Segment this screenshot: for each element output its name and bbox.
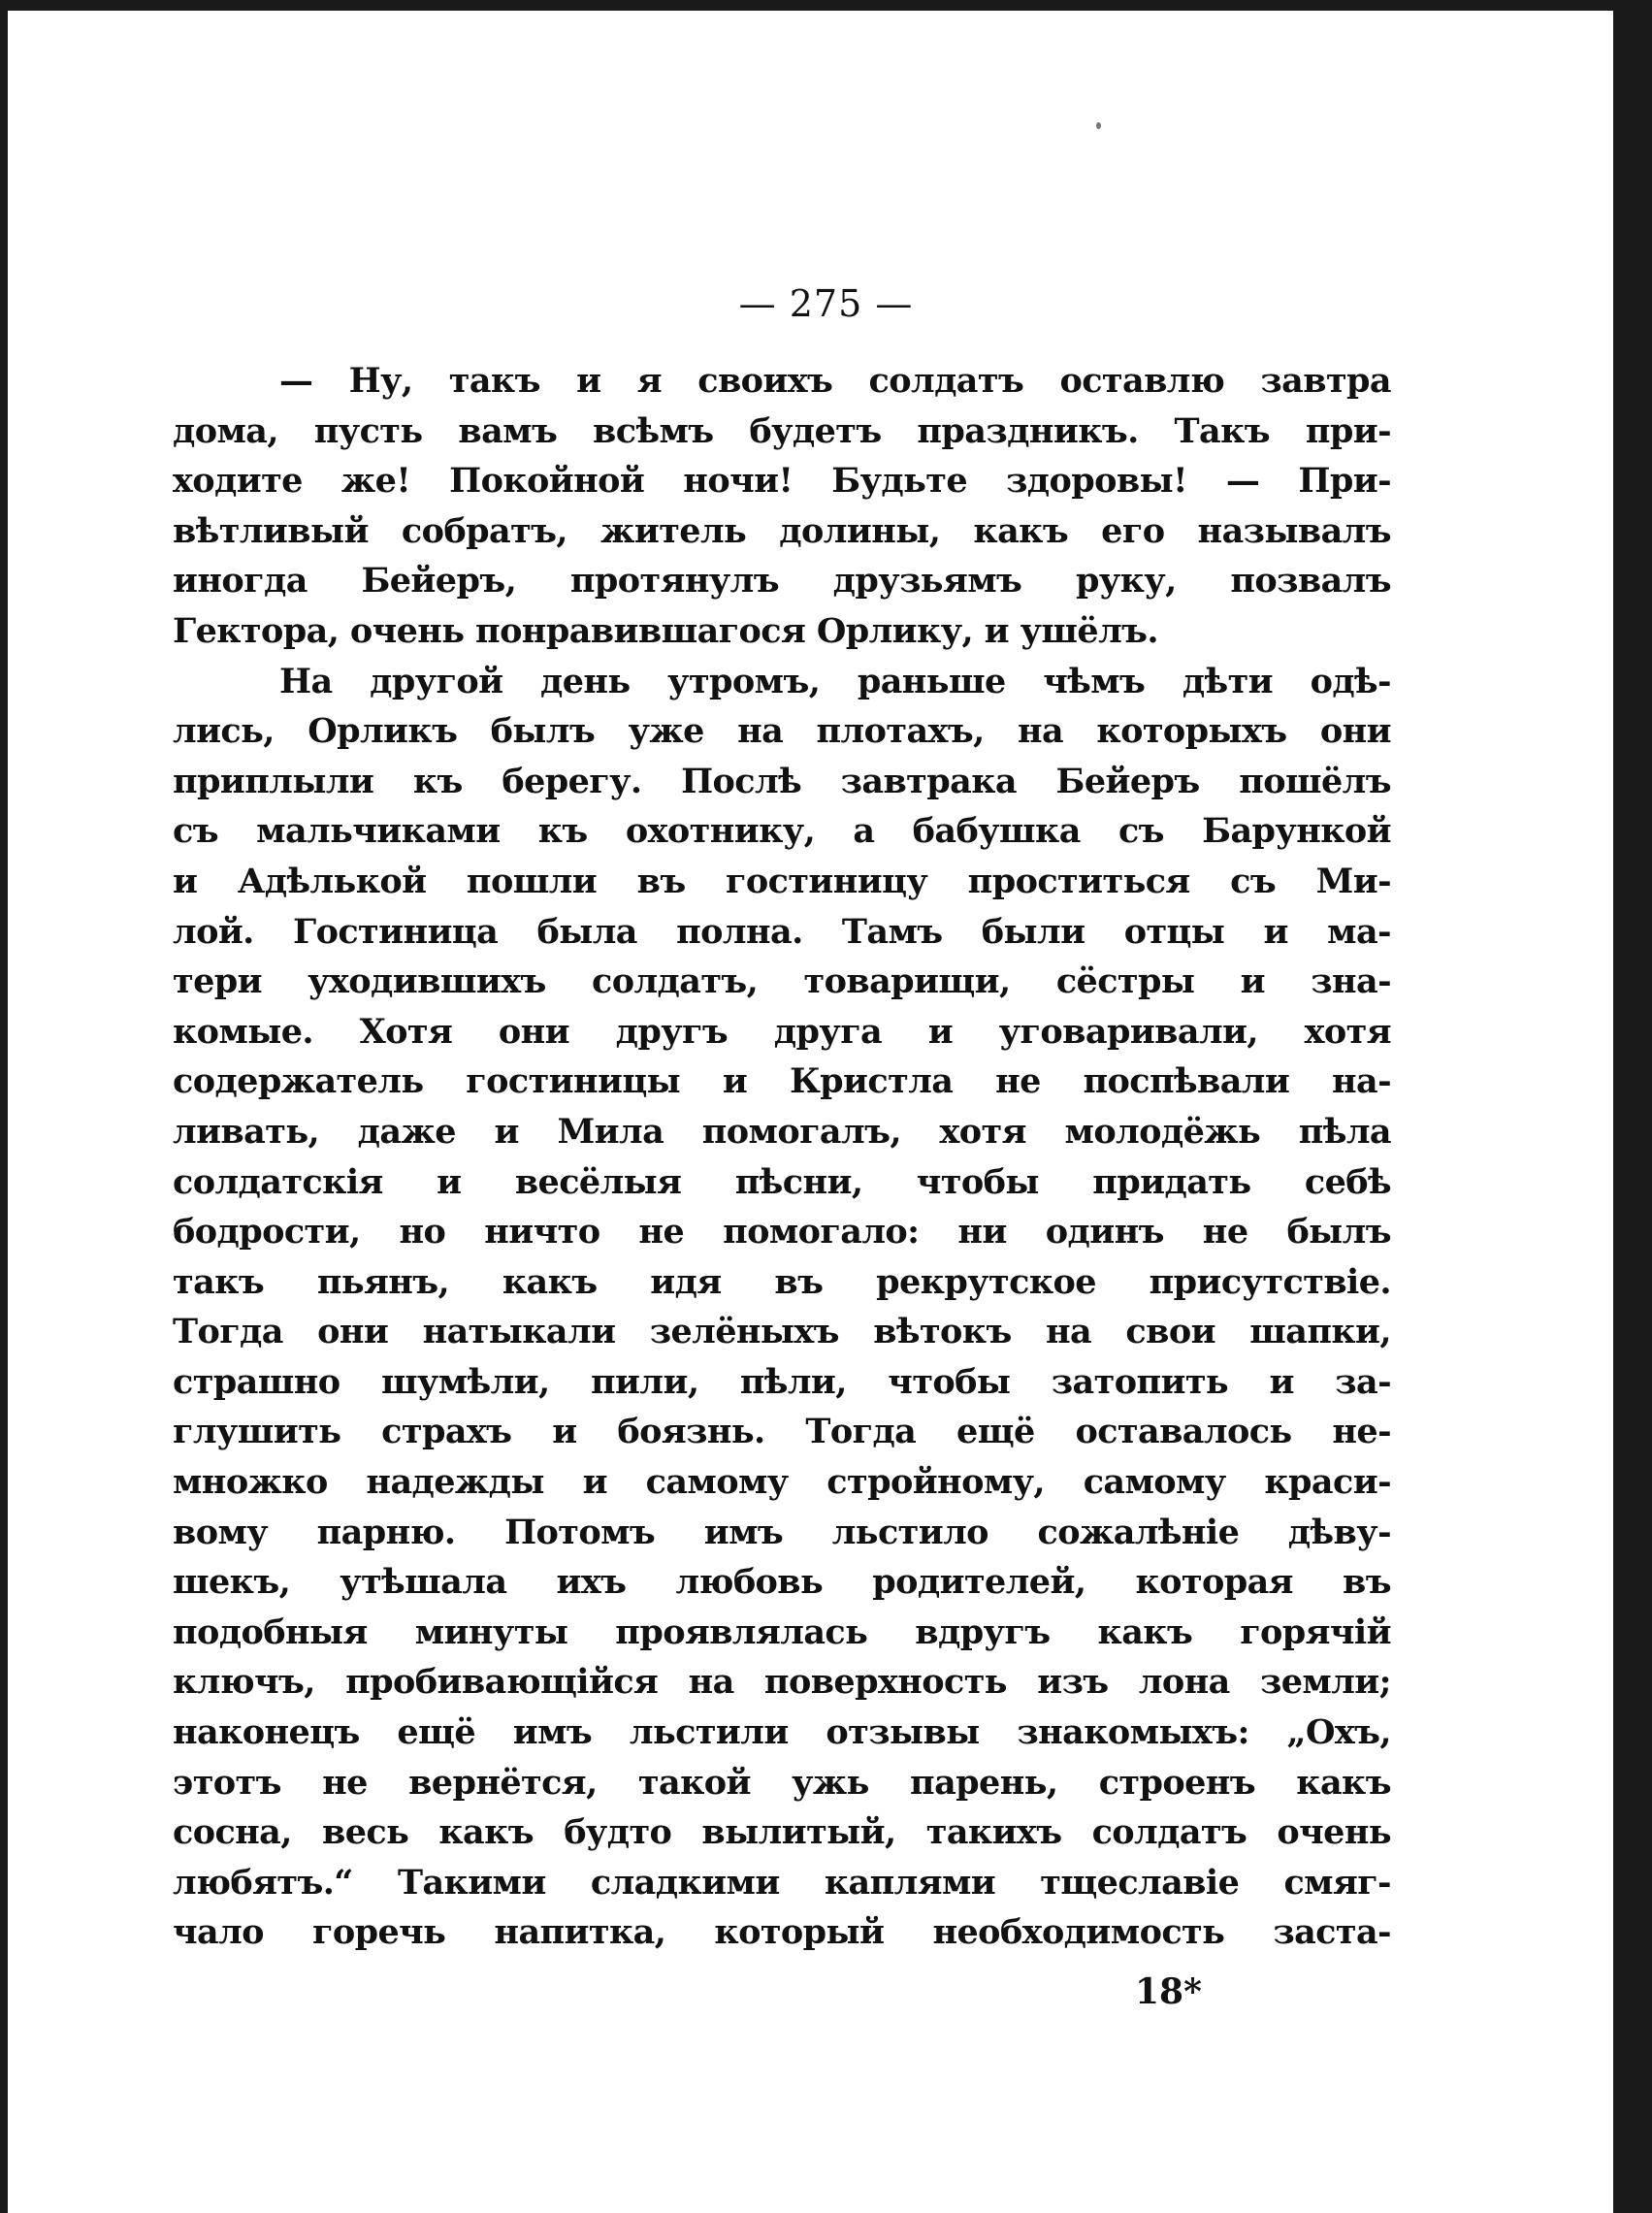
text-line: подобныя минуты проявлялась вдругъ какъ горячій [173, 1611, 1391, 1652]
scan-border-right [1613, 0, 1652, 2213]
text-line: Гектора, очень понравившагося Орлику, и ушёлъ. [173, 610, 1159, 651]
text-line: страшно шумѣли, пили, пѣли, чтобы затопить и за- [173, 1361, 1391, 1402]
text-line: иногда Бейеръ, протянулъ друзьямъ руку, позвалъ [173, 561, 1391, 602]
page-number: — 275 — [738, 282, 914, 325]
text-line: и Адѣлькой пошли въ гостиницу проститься съ Ми- [173, 861, 1391, 901]
scan-speck [1096, 122, 1101, 129]
text-line: Тогда они натыкали зелёныхъ вѣтокъ на свои шапки, [173, 1312, 1391, 1352]
text-line: ливать, даже и Мила помогалъ, хотя молодёжь пѣла [173, 1111, 1391, 1152]
text-line: — Ну, такъ и я своихъ солдатъ оставлю завтра [279, 361, 1391, 401]
text-line: лой. Гостиница была полна. Тамъ были отцы и ма- [173, 911, 1391, 952]
text-line: этотъ не вернётся, такой ужь парень, строенъ какъ [173, 1762, 1391, 1803]
text-line: шекъ, утѣшала ихъ любовь родителей, которая въ [173, 1562, 1391, 1603]
text-line: множко надежды и самому стройному, самому краси- [173, 1462, 1391, 1503]
text-line: комые. Хотя они другъ друга и уговаривали, хотя [173, 1011, 1391, 1052]
text-line: лись, Орликъ былъ уже на плотахъ, на которыхъ они [173, 711, 1391, 752]
text-line: дома, пусть вамъ всѣмъ будетъ праздникъ. Такъ при- [173, 410, 1391, 451]
text-line: сосна, весь какъ будто вылитый, такихъ солдатъ очень [173, 1812, 1391, 1853]
text-line: солдатскія и весёлыя пѣсни, чтобы придать себѣ [173, 1161, 1391, 1202]
body-text [173, 356, 1391, 1958]
text-line: содержатель гостиницы и Кристла не поспѣвали на- [173, 1061, 1391, 1102]
scan-border-top [0, 0, 1652, 11]
text-line: съ мальчиками къ охотнику, а бабушка съ Барункой [173, 811, 1391, 852]
text-line: вѣтливый собратъ, житель долины, какъ его называлъ [173, 510, 1391, 551]
text-line: ходите же! Покойной ночи! Будьте здоровы! — При- [173, 461, 1391, 502]
text-line: На другой день утромъ, раньше чѣмъ дѣти одѣ- [279, 661, 1391, 701]
scan-border-left [0, 0, 8, 2213]
text-line: любятъ.“ Такими сладкими каплями тщеславіе смяг- [173, 1862, 1391, 1903]
text-line: ключъ, пробивающійся на поверхность изъ лона земли; [173, 1662, 1391, 1703]
text-line: бодрости, но ничто не помогало: ни одинъ не былъ [173, 1212, 1391, 1253]
text-line: глушить страхъ и боязнь. Тогда ещё оставалось не- [173, 1412, 1391, 1452]
text-line: приплыли къ берегу. Послѣ завтрака Бейеръ пошёлъ [173, 761, 1391, 801]
text-line: тери уходившихъ солдатъ, товарищи, сёстры и зна- [173, 961, 1391, 1002]
text-line: такъ пьянъ, какъ идя въ рекрутское присутствіе. [173, 1261, 1391, 1302]
printer-signature-mark: 18* [1135, 1971, 1202, 2012]
text-line: наконецъ ещё имъ льстили отзывы знакомыхъ: „Охъ, [173, 1712, 1391, 1753]
text-line: вому парню. Потомъ имъ льстило сожалѣніе дѣву- [173, 1512, 1391, 1552]
text-line: чало горечь напитка, который необходимость заста- [173, 1912, 1391, 1953]
